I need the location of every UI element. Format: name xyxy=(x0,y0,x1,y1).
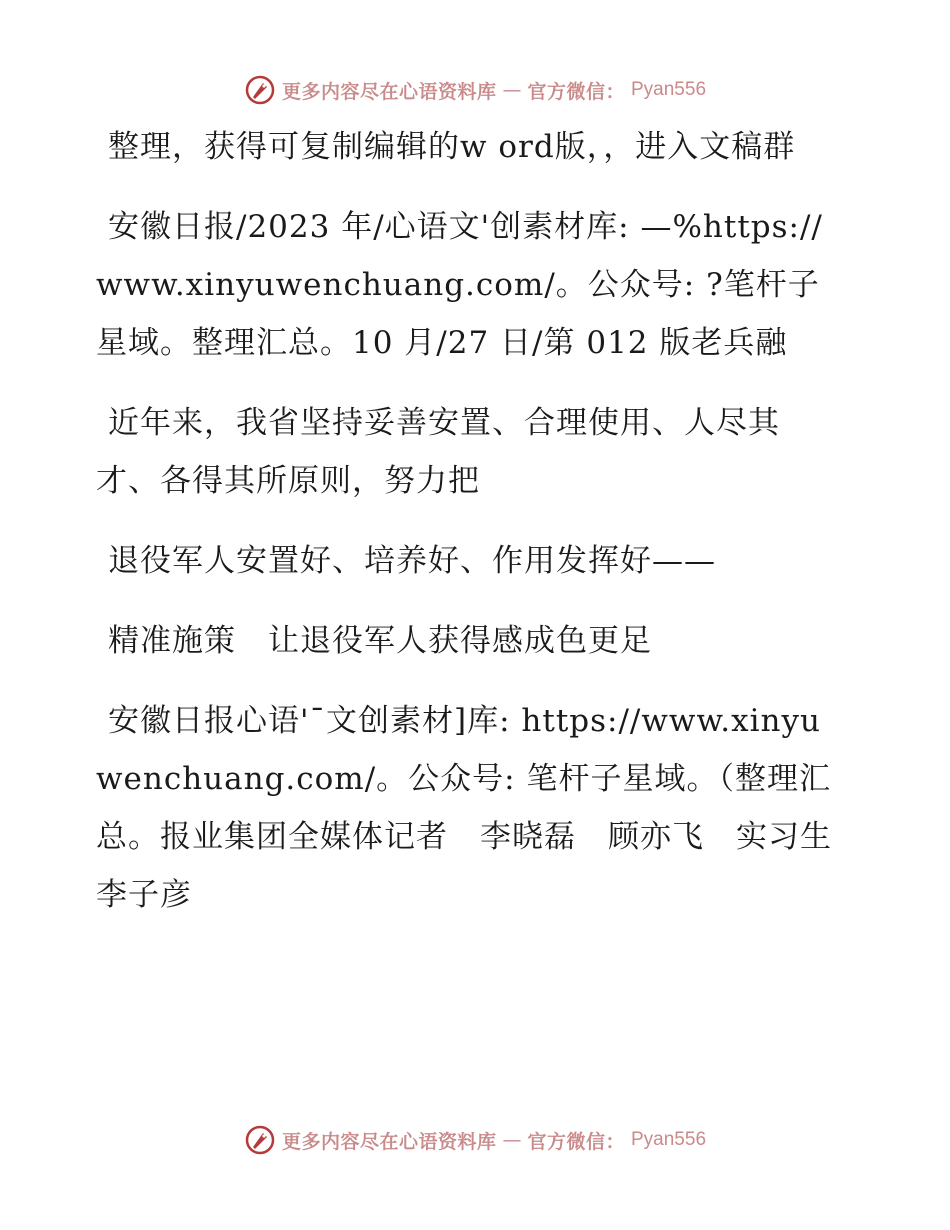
paragraph-text: 安徽日报/2023 年/心语文'创素材库: —%https://www.xinyuwenchuang.com/。公众号: ?笔杆子星域。整理汇总。10 月/27 日/第 012 版老兵融 xyxy=(96,209,823,361)
paragraph-6 xyxy=(96,692,864,924)
footer-watermark xyxy=(0,1120,950,1160)
watermark-label: 官方微信： xyxy=(527,80,625,103)
watermark-brand-text: 更多内容尽在心语资料库 xyxy=(281,1130,497,1153)
paragraph-text: 安徽日报心语'¯文创素材]库: https://www.xinyuwenchuang.com/。公众号: 笔杆子星域。（整理汇总。报业集团全媒体记者 李晓磊 顾亦飞 实习生 李子彦 xyxy=(96,703,864,913)
watermark-separator: — xyxy=(502,79,522,101)
watermark-brand-text: 更多内容尽在心语资料库 xyxy=(281,80,497,103)
header-watermark xyxy=(0,70,950,110)
watermark-separator: — xyxy=(502,1129,522,1151)
paragraph-1 xyxy=(96,118,836,176)
watermark-label: 官方微信： xyxy=(527,1130,625,1153)
paragraph-text: 近年来，我省坚持妥善安置、合理使用、人尽其才、各得其所原则，努力把 xyxy=(96,405,780,499)
pen-nib-circle-icon xyxy=(244,74,276,106)
watermark-account: Pyan556 xyxy=(631,79,707,100)
pen-nib-circle-icon xyxy=(244,1124,276,1156)
paragraph-4 xyxy=(96,532,836,590)
paragraph-3 xyxy=(96,394,836,510)
paragraph-text: 退役军人安置好、培养好、作用发挥好—— xyxy=(108,543,716,579)
paragraph-2 xyxy=(96,198,836,372)
watermark-account: Pyan556 xyxy=(631,1129,707,1150)
paragraph-text: 精准施策 让退役军人获得感成色更足 xyxy=(108,623,652,659)
paragraph-5 xyxy=(96,612,836,670)
paragraph-text: 整理，获得可复制编辑的w ord版，，进入文稿群 xyxy=(108,129,796,165)
document-body xyxy=(96,118,864,946)
